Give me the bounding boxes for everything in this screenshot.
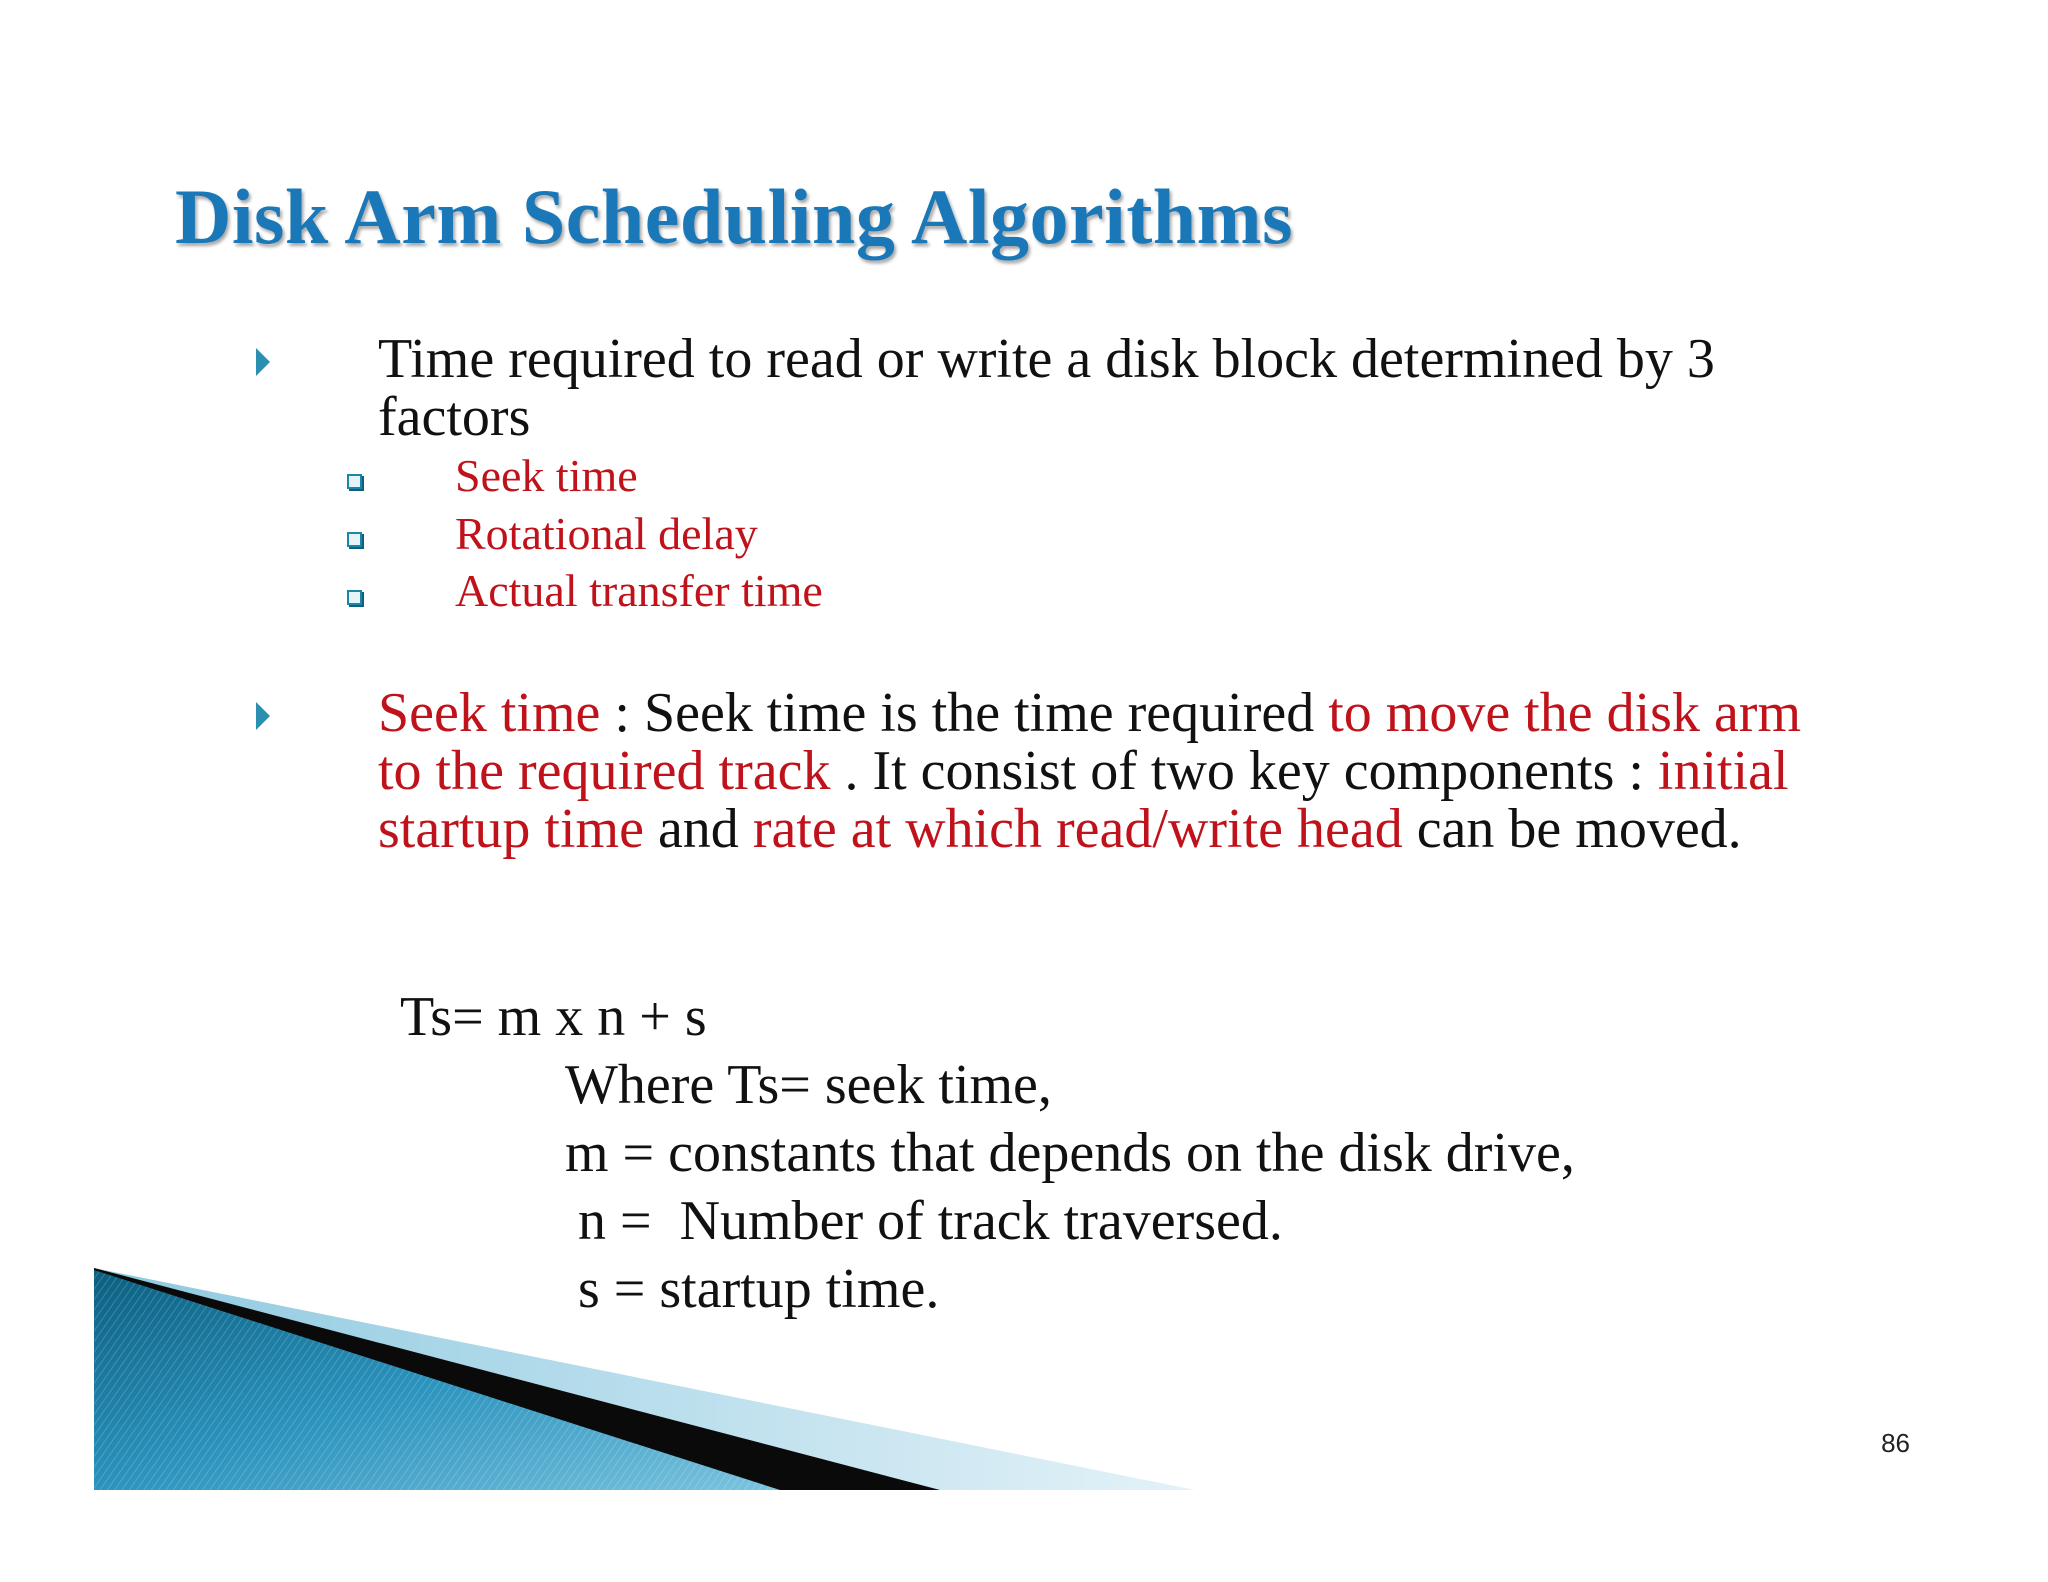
bullet2-seg7: rate at which read/write head bbox=[752, 798, 1403, 860]
bullet2-seg4: . It consist of two key components : bbox=[830, 740, 1658, 802]
square-bullet-icon bbox=[347, 474, 362, 489]
square-bullet-icon bbox=[347, 590, 362, 605]
formula-line-3: n = Number of track traversed. bbox=[578, 1190, 1283, 1252]
bullet2-seg5: initial startup time bbox=[378, 740, 1789, 860]
bullet2-seg6: and bbox=[643, 798, 753, 860]
square-bullet-icon bbox=[347, 532, 362, 547]
term-seek-time: Seek time bbox=[378, 682, 601, 744]
formula-line-4: s = startup time. bbox=[578, 1258, 940, 1320]
arrow-bullet-icon bbox=[256, 702, 270, 730]
formula-line-2: m = constants that depends on the disk drive, bbox=[565, 1122, 1575, 1184]
bullet2-seg3: to move the disk arm to the required track bbox=[378, 682, 1802, 802]
sub-item-transfer-time: Actual transfer time bbox=[455, 565, 823, 616]
bullet2-text bbox=[378, 684, 1818, 858]
arrow-bullet-icon bbox=[256, 348, 270, 376]
sub-item-rotational-delay: Rotational delay bbox=[455, 508, 758, 559]
bullet1-text: Time required to read or write a disk block determined by 3 factors bbox=[378, 328, 1715, 448]
sub-item-seek-time: Seek time bbox=[455, 450, 638, 501]
formula-line-1: Where Ts= seek time, bbox=[565, 1054, 1052, 1116]
page-number: 86 bbox=[1881, 1428, 1910, 1458]
bullet2-seg2: : Seek time is the time required bbox=[600, 682, 1329, 744]
bullet2-seg8: can be moved. bbox=[1402, 798, 1742, 860]
slide-title: Disk Arm Scheduling Algorithms bbox=[175, 173, 1294, 260]
formula-equation: Ts= m x n + s bbox=[400, 986, 707, 1048]
